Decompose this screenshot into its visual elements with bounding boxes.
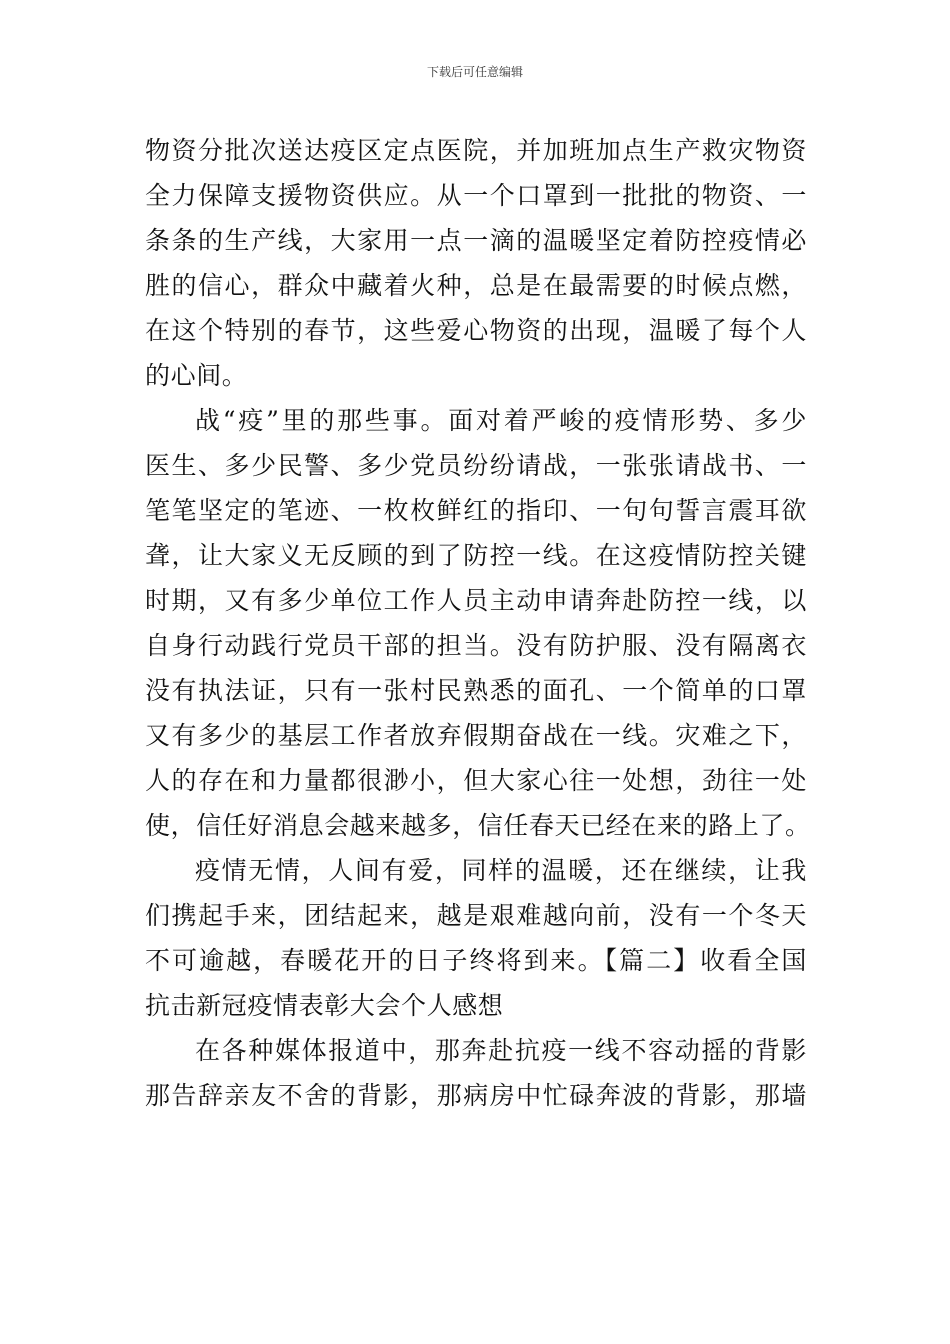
text-line: 医生、多少民警、多少党员纷纷请战，一张张请战书、一 [145,451,807,480]
text-line: 的心间。 [145,361,248,390]
text-line: 物资分批次送达疫区定点医院，并加班加点生产救灾物资 [145,136,807,165]
text-line: 胜的信心，群众中藏着火种，总是在最需要的时候点燃， [145,271,807,300]
text-line: 聋，让大家义无反顾的到了防控一线。在这疫情防控关键 [145,541,807,570]
text-line: 又有多少的基层工作者放弃假期奋战在一线。灾难之下， [145,721,807,750]
text-line: 在这个特别的春节，这些爱心物资的出现，温暖了每个人 [145,316,807,345]
section-title-line: 抗击新冠疫情表彰大会个人感想 [145,991,504,1020]
document-body [145,128,811,1118]
text-line: 不可逾越，春暖花开的日子终将到来。【篇二】收看全国 [145,946,807,975]
text-line: 全力保障支援物资供应。从一个口罩到一批批的物资、一 [145,181,807,210]
paragraph-start-line: 战“疫”里的那些事。面对着严峻的疫情形势、多少 [195,406,807,435]
text-line: 自身行动践行党员干部的担当。没有防护服、没有隔离衣 [145,631,807,660]
text-line: 们携起手来，团结起来，越是艰难越向前，没有一个冬天 [145,901,807,930]
text-line: 没有执法证，只有一张村民熟悉的面孔、一个简单的口罩 [145,676,807,705]
text-line: 那告辞亲友不舍的背影，那病房中忙碌奔波的背影，那墙 [145,1081,807,1110]
text-line: 条条的生产线，大家用一点一滴的温暖坚定着防控疫情必 [145,226,807,255]
paragraph-start-line: 疫情无情，人间有爱，同样的温暖，还在继续，让我 [195,856,807,885]
text-line: 使，信任好消息会越来越多，信任春天已经在来的路上了。 [145,811,811,840]
text-line: 笔笔坚定的笔迹、一枚枚鲜红的指印、一句句誓言震耳欲 [145,496,807,525]
text-line: 时期，又有多少单位工作人员主动申请奔赴防控一线，以 [145,586,807,615]
paragraph-start-line: 在各种媒体报道中，那奔赴抗疫一线不容动摇的背影 [195,1036,807,1065]
page-header: 下载后可任意编辑 [426,65,523,79]
text-line: 人的存在和力量都很渺小，但大家心往一处想，劲往一处 [145,766,807,795]
